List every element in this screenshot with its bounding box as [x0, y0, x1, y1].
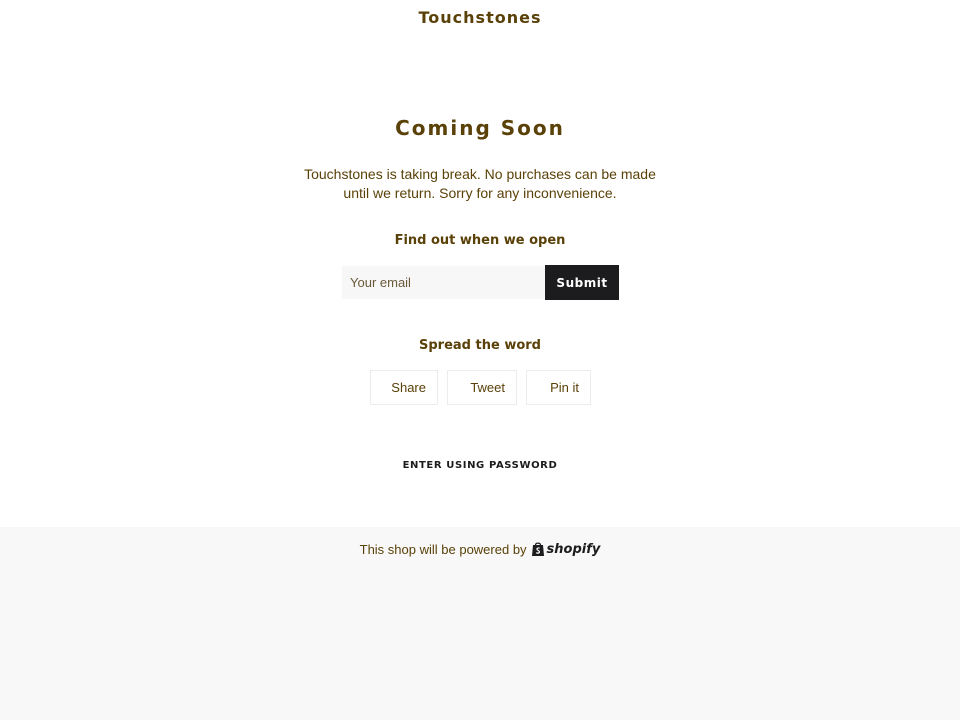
- page-title: Coming Soon: [395, 116, 565, 140]
- submit-button[interactable]: Submit: [545, 265, 619, 300]
- shopify-bag-icon: [531, 541, 545, 557]
- share-twitter-button[interactable]: [447, 370, 517, 405]
- newsletter-form: [342, 265, 619, 300]
- shopify-logo[interactable]: [531, 541, 601, 557]
- share-facebook-button[interactable]: [370, 370, 438, 405]
- powered-by-text: This shop will be powered by: [359, 541, 527, 557]
- email-input[interactable]: [342, 266, 545, 299]
- pinterest-icon: [537, 381, 549, 393]
- share-pinterest-label: Pin it: [550, 380, 579, 395]
- footer: [0, 527, 960, 720]
- share-facebook-label: Share: [391, 380, 426, 395]
- powered-by: [0, 541, 960, 557]
- signup-title: Find out when we open: [394, 233, 566, 248]
- store-message: Touchstones is taking break. No purchases can be made until we return. Sorry for any inconvenience.: [304, 166, 656, 201]
- share-pinterest-button[interactable]: [526, 370, 591, 405]
- share-title: Spread the word: [419, 338, 541, 353]
- twitter-icon: [458, 381, 470, 393]
- share-buttons: [0, 370, 960, 405]
- shopify-wordmark: shopify: [546, 541, 601, 557]
- facebook-icon: [381, 381, 393, 393]
- enter-password-link[interactable]: ENTER USING PASSWORD: [402, 460, 558, 471]
- share-twitter-label: Tweet: [470, 380, 505, 395]
- store-title[interactable]: Touchstones: [418, 8, 542, 27]
